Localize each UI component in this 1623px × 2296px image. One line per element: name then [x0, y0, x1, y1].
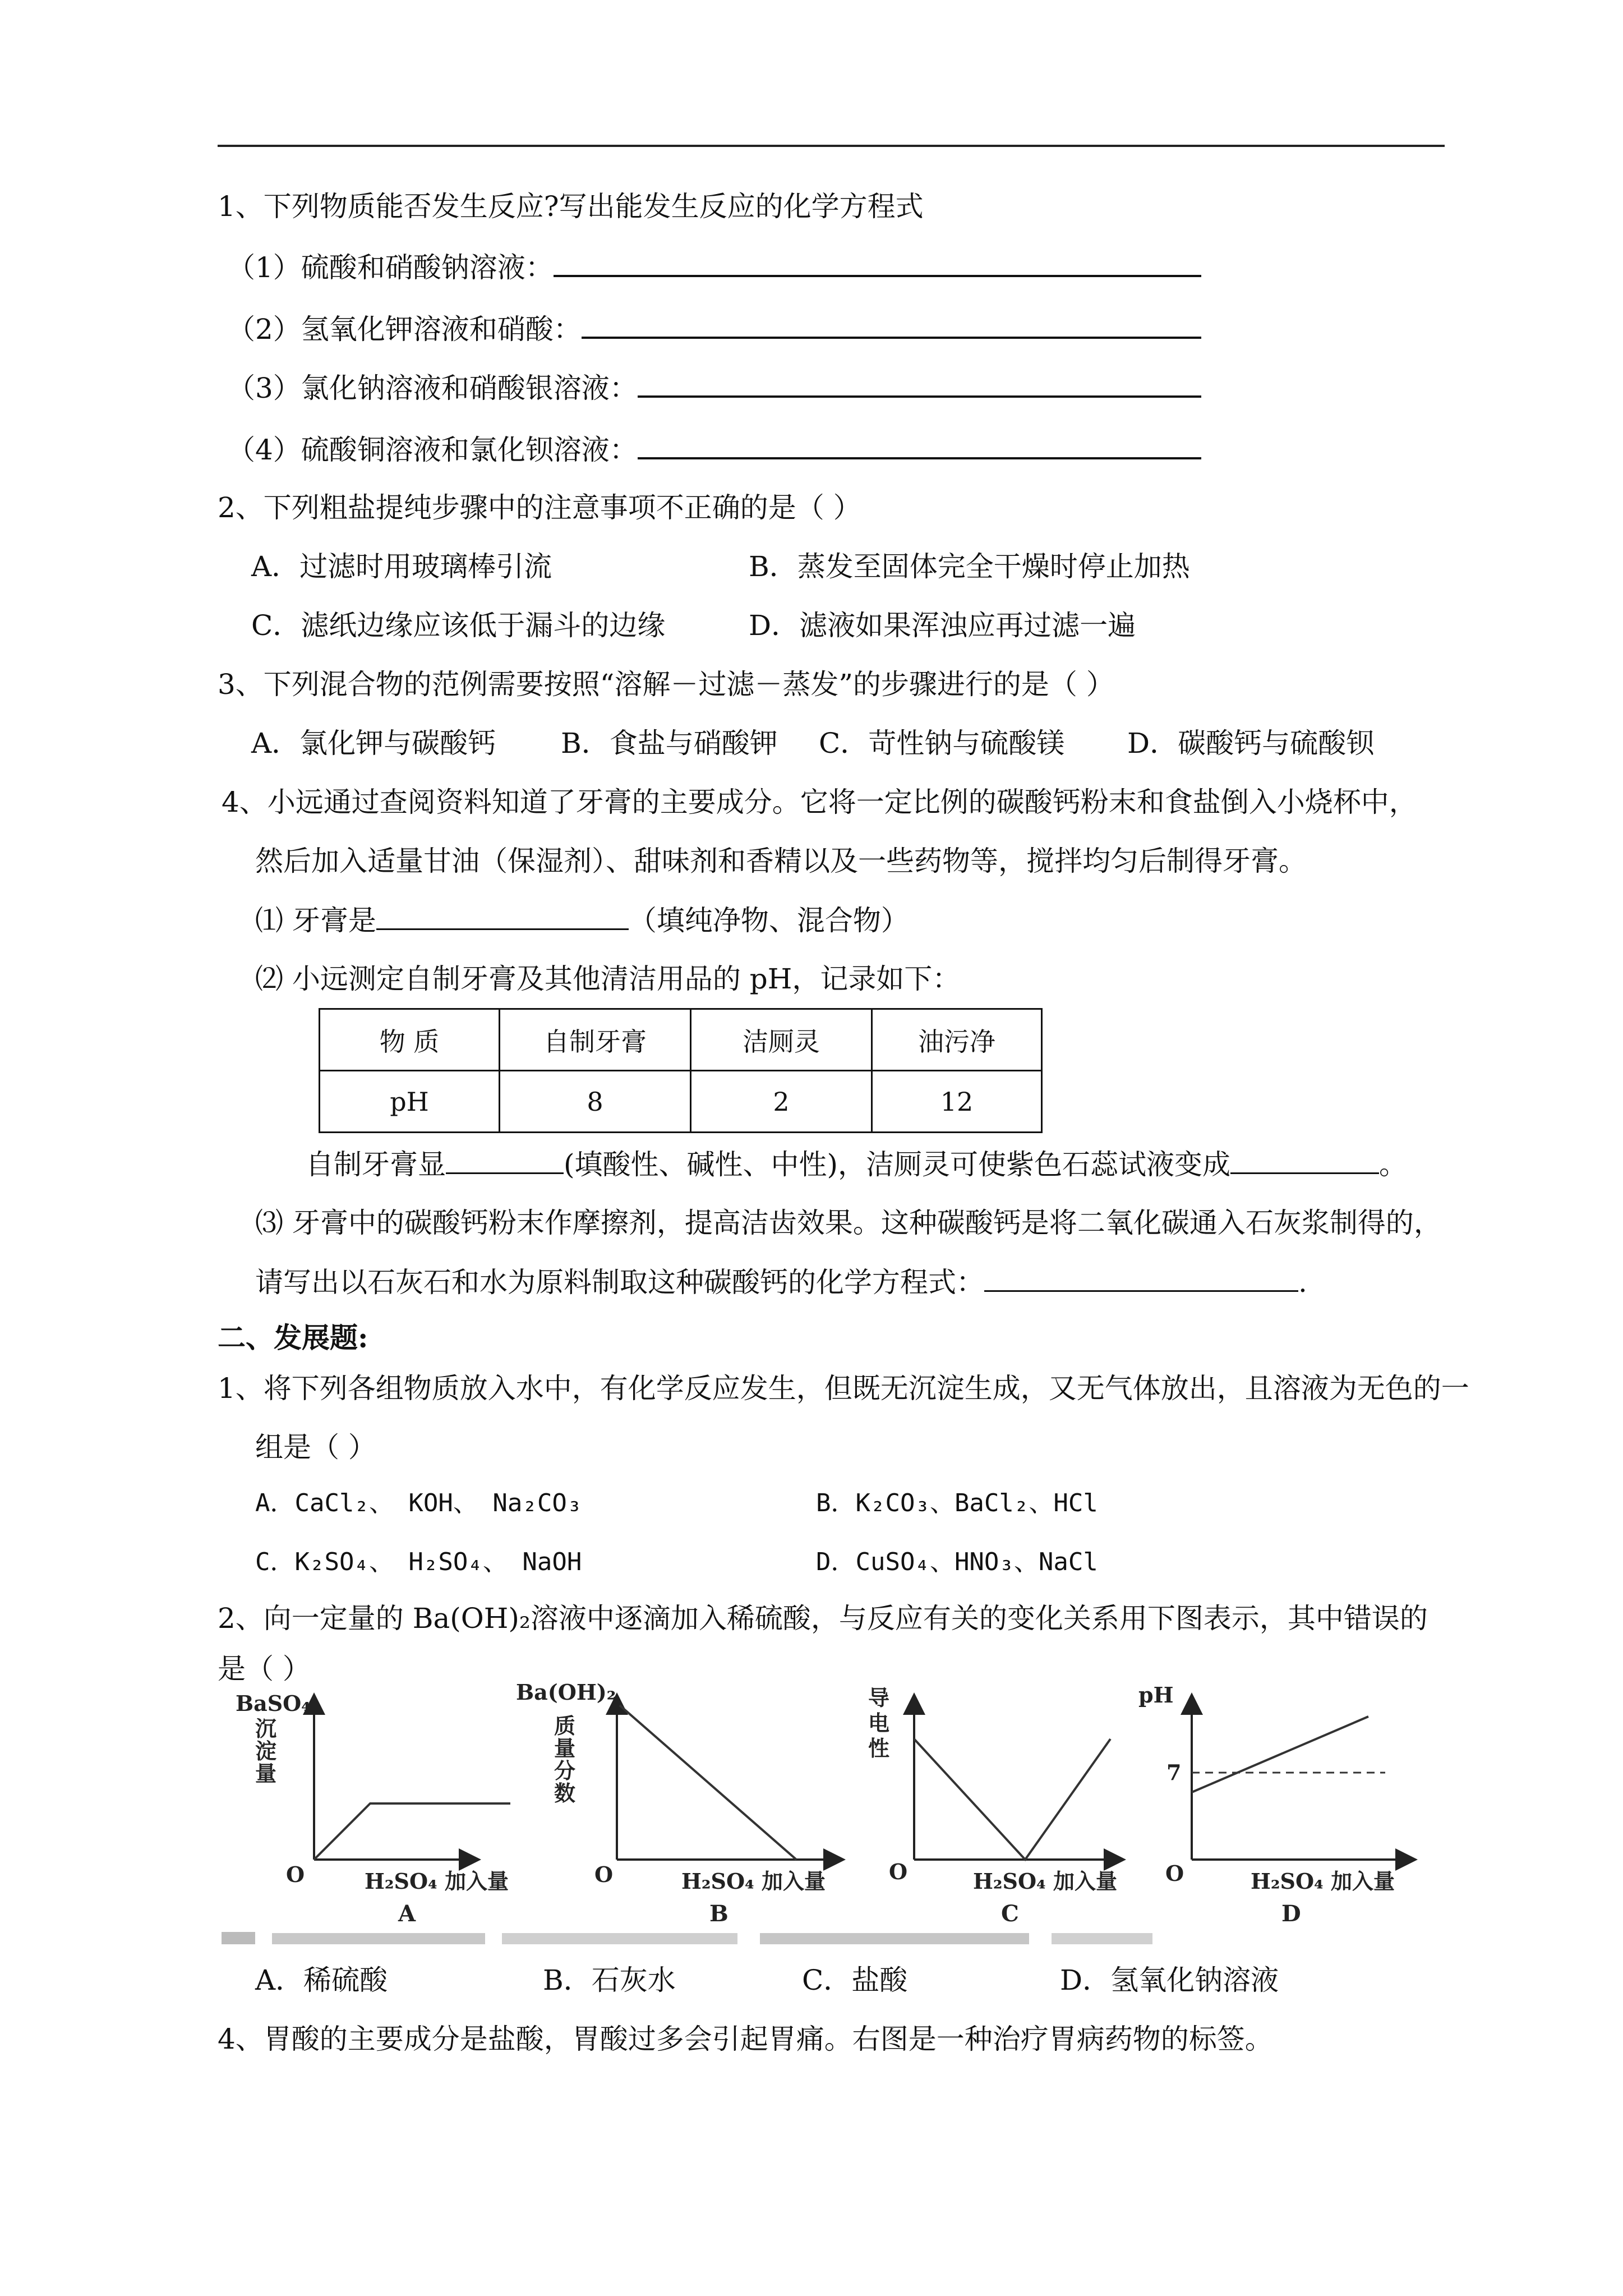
q2-option-a[interactable]: A．过滤时用玻璃棒引流: [251, 550, 552, 583]
d3-option-b[interactable]: B．石灰水: [543, 1964, 676, 1996]
table-cell: 油污净: [872, 1009, 1042, 1071]
graph-d-tag: D: [1281, 1901, 1301, 1927]
q4-sub-3: ⑶ 牙膏中的碳酸钙粉末作摩擦剂，提高洁齿效果。这种碳酸钙是将二氧化碳通入石灰浆制得的，: [255, 1207, 1442, 1239]
d3-option-a[interactable]: A．稀硫酸: [255, 1964, 388, 1996]
q3-option-b[interactable]: B．食盐与硝酸钾: [561, 727, 778, 760]
q4-sub-1: ⑴ 牙膏是 （填纯净物、混合物）: [255, 900, 909, 940]
answer-blank[interactable]: [446, 1144, 564, 1174]
answer-blank[interactable]: [984, 1262, 1298, 1292]
table-row: [320, 1071, 1042, 1133]
q3-option-a[interactable]: A．氯化钾与碳酸钙: [251, 727, 496, 760]
d1-option-d[interactable]: D．CuSO₄、HNO₃、NaCl: [816, 1548, 1098, 1576]
d3-option-c[interactable]: C．盐酸: [802, 1964, 908, 1996]
table-cell: 12: [872, 1071, 1042, 1133]
answer-blank[interactable]: [638, 429, 1201, 459]
d1-line-1: 1、将下列各组物质放入水中，有化学反应发生，但既无沉淀生成，又无气体放出，且溶液为无色的一: [218, 1372, 1469, 1405]
graph-a-ylabel-1: 沉: [255, 1716, 277, 1741]
obscured-question-3-stem: [222, 1930, 1175, 1947]
answer-blank[interactable]: [582, 309, 1201, 339]
q3-title: 3、下列混合物的范例需要按照“溶解－过滤－蒸发”的步骤进行的是（ ）: [218, 668, 1114, 701]
graph-c-tag: C: [1001, 1901, 1019, 1927]
table-cell: 自制牙膏: [500, 1009, 691, 1071]
graph-c-curve: [914, 1739, 1110, 1860]
q1-title: 1、下列物质能否发生反应?写出能发生反应的化学方程式: [218, 190, 924, 223]
q4-line-2: 然后加入适量甘油（保湿剂）、甜味剂和香精以及一些药物等，搅拌均匀后制得牙膏。: [255, 845, 1307, 877]
graph-d-origin: O: [1165, 1861, 1184, 1886]
graph-a: [236, 1691, 510, 1927]
q1-item-3: （3）氯化钠溶液和硝酸银溶液：: [227, 367, 1201, 408]
d1-option-b[interactable]: B．K₂CO₃、BaCl₂、HCl: [816, 1489, 1098, 1517]
graph-b-curve: [620, 1705, 796, 1860]
q4-sub-2: ⑵ 小远测定自制牙膏及其他清洁用品的 pH，记录如下：: [255, 963, 961, 995]
graph-a-origin: O: [286, 1862, 305, 1887]
q2-option-b[interactable]: B．蒸发至固体完全干燥时停止加热: [749, 550, 1190, 583]
d2-line-2: 是（ ）: [218, 1653, 311, 1685]
graph-b-xlabel: H₂SO₄ 加入量: [681, 1869, 826, 1894]
graph-d-xlabel: H₂SO₄ 加入量: [1251, 1869, 1395, 1894]
graph-c-origin: O: [889, 1859, 908, 1884]
table-row: [320, 1009, 1042, 1071]
q2-title: 2、下列粗盐提纯步骤中的注意事项不正确的是（ ）: [218, 491, 861, 524]
graph-a-ylabel-2: 淀: [255, 1738, 277, 1764]
q1-item-2: （2）氢氧化钾溶液和硝酸：: [227, 309, 1201, 349]
table-cell: 物 质: [320, 1009, 500, 1071]
answer-blank[interactable]: [638, 367, 1201, 398]
graph-c-ylabel-0: 导: [868, 1685, 890, 1710]
d1-line-2: 组是（ ）: [255, 1431, 376, 1464]
graph-d-curve: [1192, 1717, 1368, 1792]
ph-table: [319, 1008, 1043, 1133]
graph-d-ylabel-0: pH: [1138, 1682, 1174, 1708]
q2-option-d[interactable]: D．滤液如果浑浊应再过滤一遍: [749, 609, 1136, 642]
graph-d: [1138, 1682, 1413, 1927]
d2-line-1: 2、向一定量的 Ba(OH)₂溶液中逐滴加入稀硫酸，与反应有关的变化关系用下图表示，其中错误的: [218, 1602, 1428, 1635]
graph-c-xlabel: H₂SO₄ 加入量: [973, 1869, 1117, 1894]
answer-blank[interactable]: [376, 900, 629, 930]
d1-option-a[interactable]: A．CaCl₂、 KOH、 Na₂CO₃: [255, 1489, 582, 1517]
q1-item-1: （1）硫酸和硝酸钠溶液：: [227, 247, 1201, 287]
q2-option-c[interactable]: C．滤纸边缘应该低于漏斗的边缘: [251, 609, 666, 642]
table-cell: 洁厕灵: [691, 1009, 872, 1071]
graph-b-tag: B: [709, 1901, 728, 1927]
graph-b-ylabel-4: 数: [554, 1780, 576, 1806]
graph-b-origin: O: [594, 1862, 614, 1887]
graph-b-ylabel-3: 分: [554, 1758, 576, 1783]
graph-b-ylabel-0: Ba(OH)₂: [516, 1680, 616, 1705]
graph-b: [516, 1680, 841, 1927]
q3-option-c[interactable]: C．苛性钠与硫酸镁: [819, 727, 1065, 760]
q3-option-d[interactable]: D．碳酸钙与硫酸钡: [1127, 727, 1375, 760]
graph-d-seven-label: 7: [1166, 1760, 1182, 1785]
graph-b-ylabel-2: 量: [554, 1736, 576, 1761]
section-2-heading: 二、发展题:: [218, 1321, 368, 1354]
q4-sub-3b: 请写出以石灰石和水为原料制取这种碳酸钙的化学方程式： .: [255, 1262, 1307, 1302]
graph-a-xlabel: H₂SO₄ 加入量: [365, 1869, 509, 1894]
graph-b-ylabel-1: 质: [554, 1713, 576, 1738]
reaction-graphs: [213, 1674, 1436, 1941]
graph-a-tag: A: [398, 1901, 416, 1927]
q4-line-1: 4、小远通过查阅资料知道了牙膏的主要成分。它将一定比例的碳酸钙粉末和食盐倒入小烧杯中，: [222, 786, 1417, 818]
answer-blank[interactable]: [1230, 1144, 1379, 1174]
d1-option-c[interactable]: C．K₂SO₄、 H₂SO₄、 NaOH: [255, 1548, 582, 1576]
graph-c-ylabel-2: 性: [868, 1736, 890, 1761]
graph-c: [868, 1685, 1122, 1927]
table-cell: pH: [320, 1071, 500, 1133]
graphs-svg: [213, 1674, 1436, 1941]
d3-option-d[interactable]: D．氢氧化钠溶液: [1060, 1964, 1279, 1996]
table-cell: 2: [691, 1071, 872, 1133]
graph-a-ylabel-0: BaSO₄: [236, 1691, 311, 1716]
graph-c-ylabel-1: 电: [868, 1710, 890, 1736]
graph-a-ylabel-3: 量: [255, 1761, 277, 1786]
answer-blank[interactable]: [554, 247, 1201, 277]
q1-item-4: （4）硫酸铜溶液和氯化钡溶液：: [227, 429, 1201, 470]
graph-a-curve: [314, 1803, 510, 1860]
header-rule: [218, 145, 1445, 147]
q4-sub-2b: 自制牙膏显 (填酸性、碱性、中性)，洁厕灵可使紫色石蕊试液变成 。: [306, 1144, 1407, 1184]
table-cell: 8: [500, 1071, 691, 1133]
d4-line-1: 4、胃酸的主要成分是盐酸，胃酸过多会引起胃痛。右图是一种治疗胃病药物的标签。: [218, 2023, 1273, 2055]
